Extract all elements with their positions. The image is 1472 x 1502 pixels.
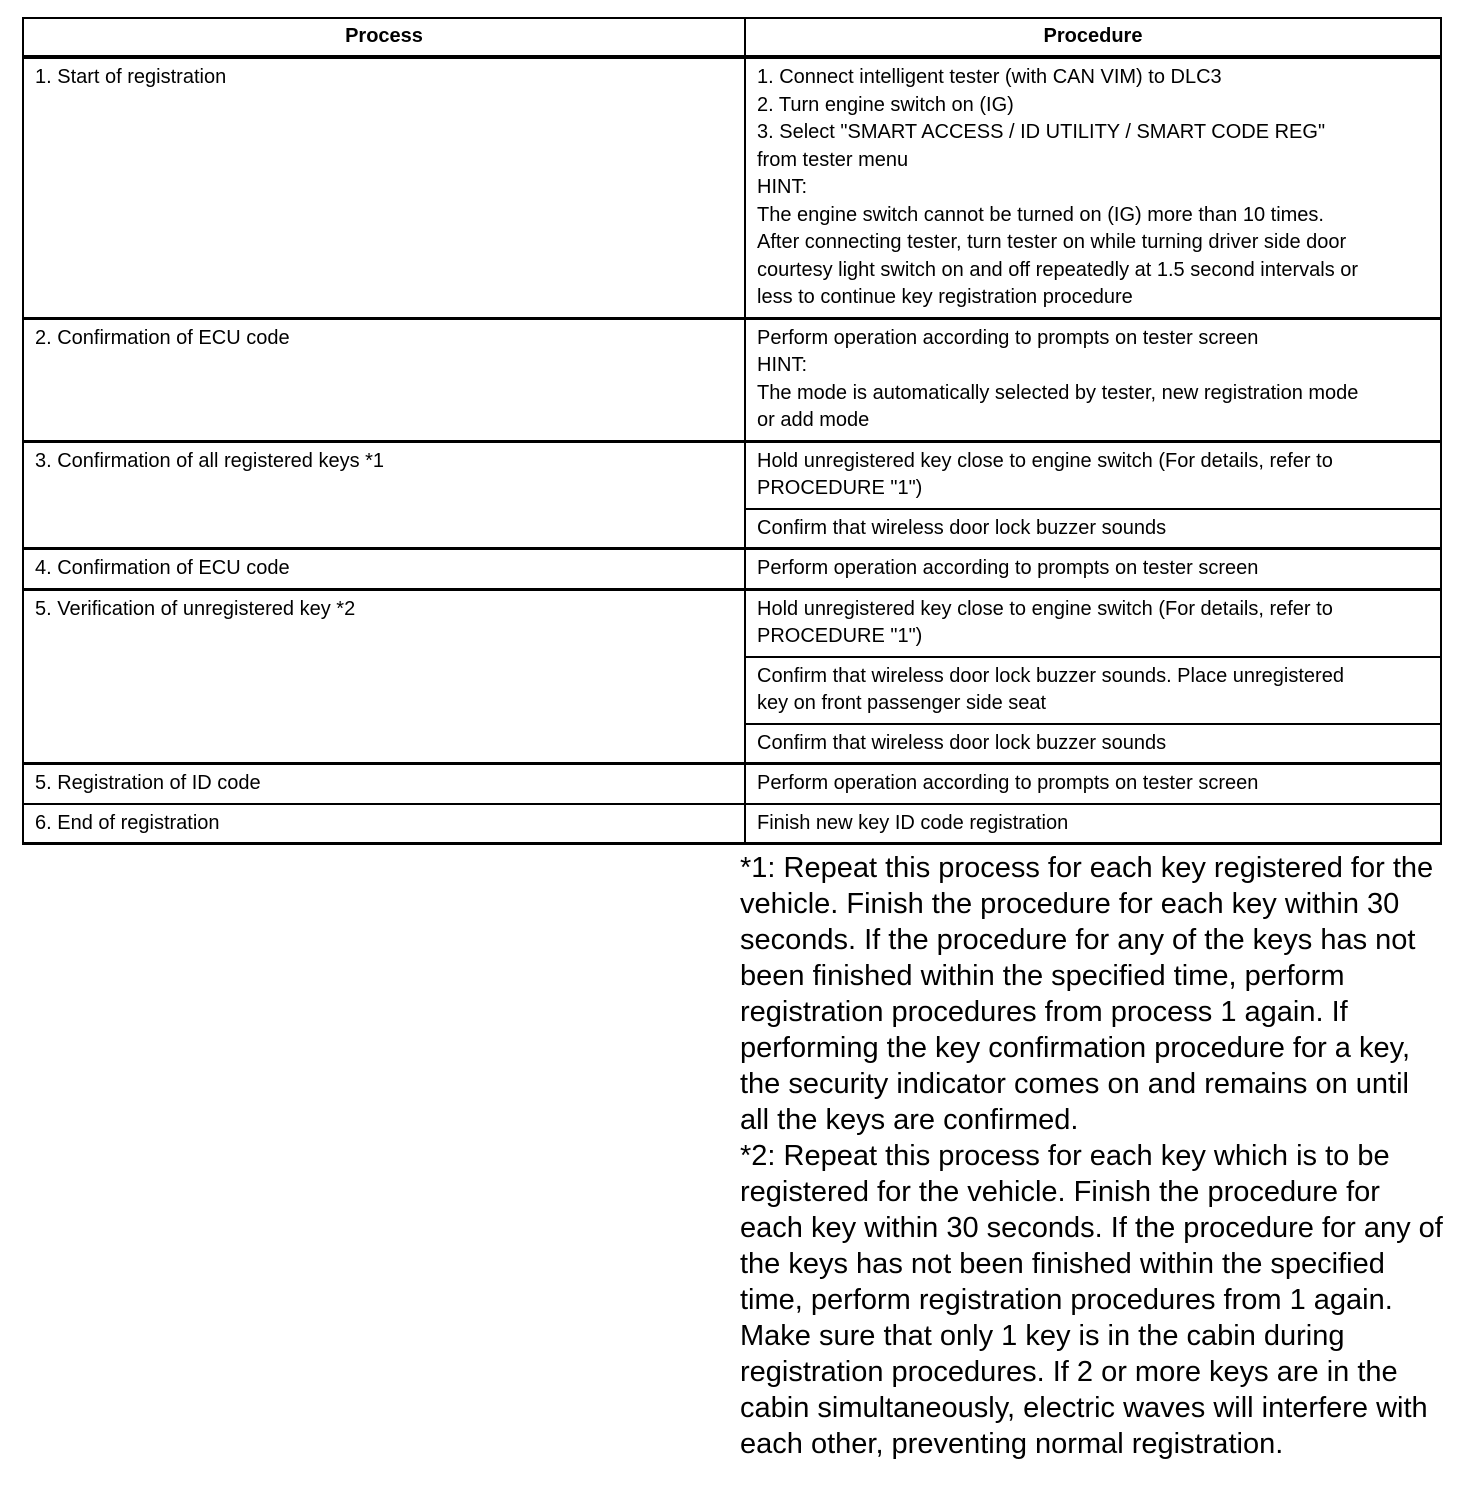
procedure-cell: 1. Connect intelligent tester (with CAN VIM) to DLC3 2. Turn engine switch on (IG) 3. Select "SMART ACCESS / ID UTILITY / SMART CODE REG" from tester menu HINT: The engine switch cannot be turned on (IG) more than 10 times. After connecting tester, turn tester on while turning driver side door courtesy light switch on and off repeatedly at 1.5 second intervals or less to continue key registration procedure [745,57,1441,318]
procedure-cell: Perform operation according to prompts on tester screen [745,549,1441,590]
table-row [23,589,1441,657]
process-cell: 6. End of registration [23,804,745,844]
registration-procedure-table [22,17,1442,845]
process-cell: 1. Start of registration [23,57,745,318]
footnotes [740,850,1445,1462]
procedure-cell: Hold unregistered key close to engine switch (For details, refer to PROCEDURE "1") [745,441,1441,509]
process-cell: 5. Verification of unregistered key *2 [23,589,745,764]
table-row [23,441,1441,509]
table-row [23,318,1441,441]
footnote-2: *2: Repeat this process for each key which is to be registered for the vehicle. Finish the procedure for each key within 30 seconds. If the procedure for any of the keys has not been finished within the specified time, perform registration procedures from 1 again. Make sure that only 1 key is in the cabin during registration procedures. If 2 or more keys are in the cabin simultaneously, electric waves will interfere with each other, preventing normal registration. [740,1140,1443,1460]
table-row [23,804,1441,844]
procedure-cell: Perform operation according to prompts on tester screen [745,764,1441,804]
procedure-cell: Confirm that wireless door lock buzzer sounds. Place unregistered key on front passenger side seat [745,657,1441,724]
procedure-cell: Hold unregistered key close to engine switch (For details, refer to PROCEDURE "1") [745,589,1441,657]
table-header-row [23,18,1441,57]
procedure-cell: Confirm that wireless door lock buzzer sounds [745,509,1441,549]
table-row [23,764,1441,804]
procedure-cell: Perform operation according to prompts on tester screen HINT: The mode is automatically selected by tester, new registration mode or add mode [745,318,1441,441]
process-cell: 2. Confirmation of ECU code [23,318,745,441]
process-cell: 4. Confirmation of ECU code [23,549,745,590]
procedure-column-header: Procedure [745,18,1441,57]
process-cell: 5. Registration of ID code [23,764,745,804]
table-row [23,57,1441,318]
procedure-cell: Finish new key ID code registration [745,804,1441,844]
procedure-cell: Confirm that wireless door lock buzzer sounds [745,724,1441,764]
process-column-header: Process [23,18,745,57]
process-cell: 3. Confirmation of all registered keys *1 [23,441,745,549]
table-row [23,549,1441,590]
footnote-1: *1: Repeat this process for each key registered for the vehicle. Finish the procedure for each key within 30 seconds. If the procedure for any of the keys has not been finished within the specified time, perform registration procedures from process 1 again. If performing the key confirmation procedure for a key, the security indicator comes on and remains on until all the keys are confirmed. [740,852,1434,1136]
